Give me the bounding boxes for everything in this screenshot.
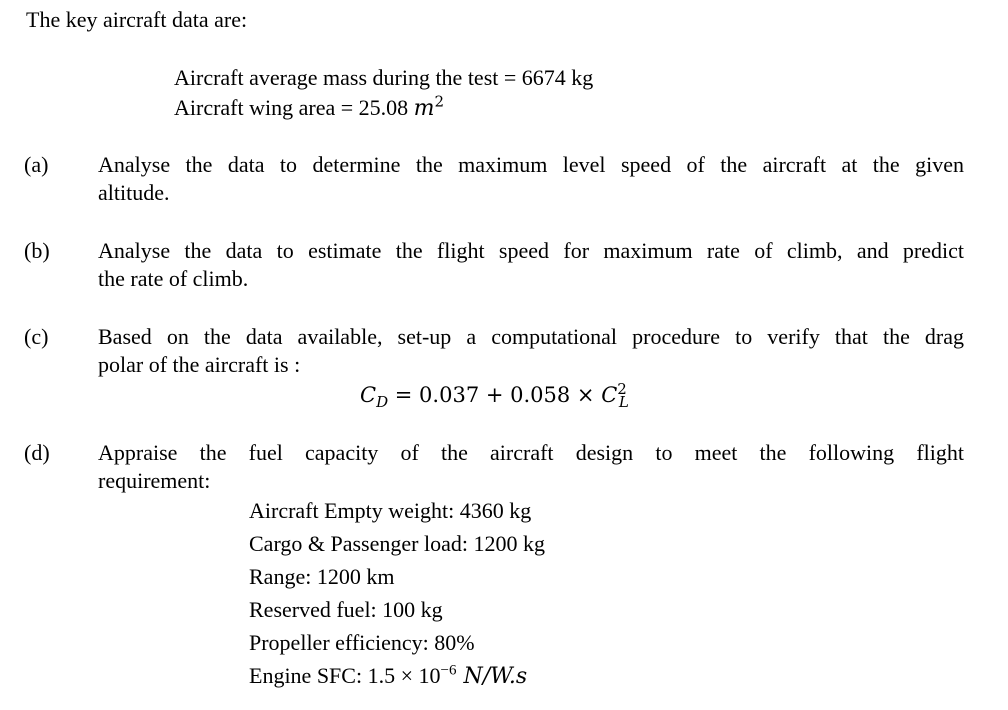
- question-label: (c): [24, 324, 49, 349]
- question-line: Analyse the data to determine the maximum level speed of the aircraft at the given: [98, 152, 964, 177]
- wing-area-line: [174, 93, 593, 123]
- question-label: (a): [24, 152, 49, 177]
- intro-text: The key aircraft data are:: [26, 7, 248, 32]
- requirement-item: Aircraft Empty weight: 4360 kg: [249, 498, 532, 523]
- engine-sfc-item: [249, 659, 545, 692]
- equation-lhs-sub: D: [376, 393, 389, 412]
- question-line: Appraise the fuel capacity of the aircraft design to meet the following flight: [98, 440, 964, 465]
- question-text: [98, 237, 964, 293]
- question-line: requirement:: [98, 468, 211, 493]
- question-text: [98, 151, 964, 207]
- aircraft-data-block: [174, 63, 593, 123]
- sfc-unit: N/W.s: [456, 664, 528, 689]
- question-line: Analyse the data to estimate the flight speed for maximum rate of climb, and predict: [98, 238, 964, 263]
- question-line: the rate of climb.: [98, 266, 249, 291]
- requirement-item: Cargo & Passenger load: 1200 kg: [249, 531, 545, 556]
- equation-rhs-var: C: [601, 383, 618, 407]
- wing-area-exponent: 2: [434, 92, 445, 111]
- wing-area-unit: m: [413, 96, 435, 121]
- question-line: altitude.: [98, 180, 170, 205]
- equation-lhs-var: C: [360, 383, 377, 407]
- wing-area-text: Aircraft wing area = 25.08: [174, 95, 414, 120]
- question-text: [98, 439, 964, 495]
- drag-polar-equation: [360, 380, 629, 412]
- aircraft-mass-line: Aircraft average mass during the test = 6674 kg: [174, 65, 594, 90]
- equation-rhs-const: = 0.037 + 0.058 ×: [388, 383, 602, 407]
- equation-rhs-sub: L: [618, 393, 629, 412]
- requirement-item: Reserved fuel: 100 kg: [249, 597, 443, 622]
- question-text: [98, 323, 964, 379]
- sfc-exponent: −6: [440, 662, 457, 679]
- question-label: (b): [24, 238, 50, 263]
- question-line: polar of the aircraft is :: [98, 352, 301, 377]
- sfc-prefix: Engine SFC: 1.5 × 10: [249, 663, 441, 688]
- question-line: Based on the data available, set-up a computational procedure to verify that the drag: [98, 324, 964, 349]
- equation-rhs-exp: 2: [617, 380, 627, 398]
- requirement-item: Range: 1200 km: [249, 564, 395, 589]
- question-label: (d): [24, 440, 50, 465]
- requirements-list: [249, 494, 545, 692]
- requirement-item: Propeller efficiency: 80%: [249, 630, 475, 655]
